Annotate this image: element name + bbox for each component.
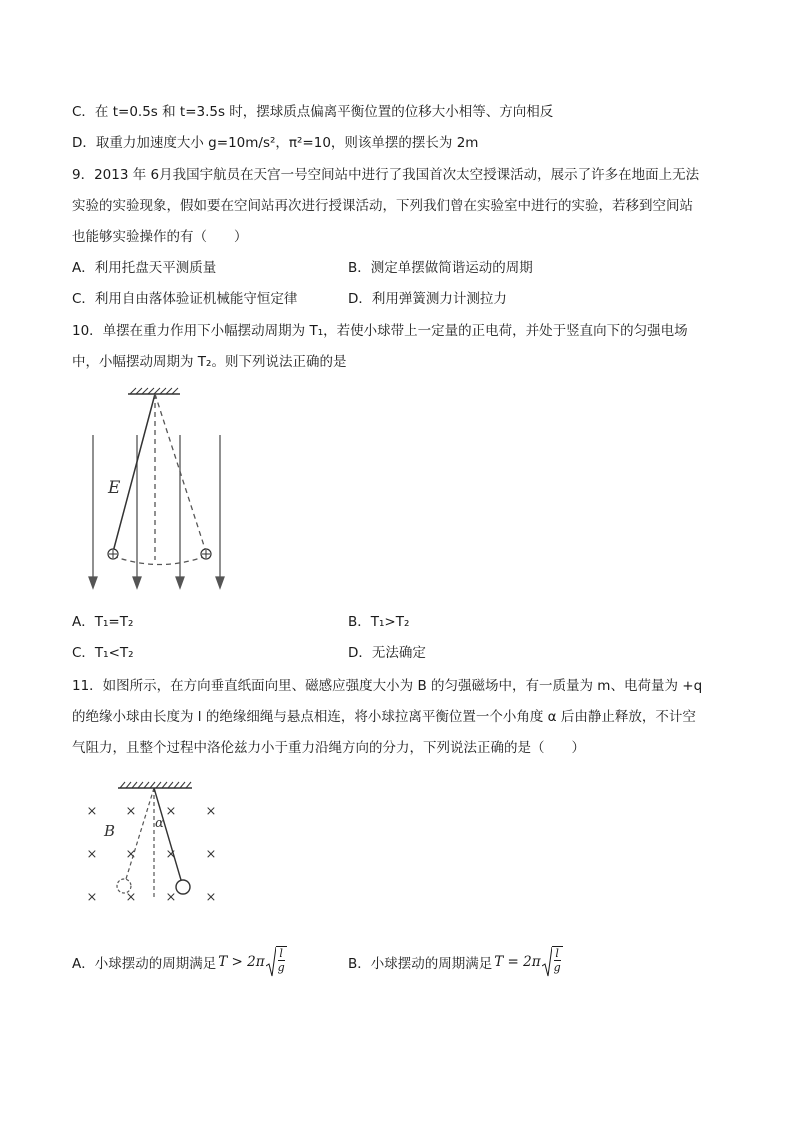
q10-ceiling-hatch — [130, 388, 178, 394]
q10-option-a: A．T₁=T₂ — [72, 614, 134, 630]
q11-field-mark: × — [125, 847, 137, 862]
q11-dashed-string — [126, 788, 154, 879]
q9-option-d: D．利用弹簧测力计测拉力 — [348, 291, 507, 307]
q10-option-d: D．无法确定 — [348, 645, 426, 661]
q11-option-b-formula: T = 2π — [494, 954, 541, 970]
q11-field-label: B — [104, 822, 116, 840]
q10-option-b: B．T₁>T₂ — [348, 614, 410, 630]
q11-field-mark: × — [165, 847, 177, 862]
q11-fraction-numerator: l — [555, 947, 559, 960]
q10-ball-right — [201, 549, 211, 559]
q11-option-a-text: A．小球摆动的周期满足 — [72, 956, 217, 972]
q11-field-marks — [87, 804, 217, 905]
q11-option-a-formula: T > 2π — [218, 954, 265, 970]
q9-stem-line3: 也能够实验操作的有（ ） — [72, 229, 248, 245]
q9-stem-line1: 9．2013 年 6月我国宇航员在天宫一号空间站中进行了我国首次太空授课活动，展示了许多在地面上无法 — [72, 167, 700, 183]
q11-option-b-sqrt — [542, 946, 563, 978]
q11-fraction-denominator: g — [553, 961, 561, 974]
q11-field-mark: × — [125, 890, 137, 905]
q11-stem-line3: 气阻力，且整个过程中洛伦兹力小于重力沿绳方向的分力，下列说法正确的是（ ） — [72, 740, 585, 756]
q11-field-mark: × — [86, 890, 98, 905]
q8-option-c: C．在 t=0.5s 和 t=3.5s 时，摆球质点偏离平衡位置的位移大小相等、方向相反 — [72, 104, 554, 120]
q11-angle-label: α — [155, 816, 164, 831]
q9-stem-line2: 实验的实验现象，假如要在空间站再次进行授课活动，下列我们曾在实验室中进行的实验，若移到空间站 — [72, 198, 693, 214]
q11-field-mark: × — [205, 890, 217, 905]
q11-field-mark: × — [165, 890, 177, 905]
q11-field-mark: × — [165, 804, 177, 819]
q10-swing-arc — [113, 556, 206, 565]
q11-ball — [176, 880, 190, 894]
q10-stem-line2: 中，小幅摆动周期为 T₂。则下列说法正确的是 — [72, 354, 347, 370]
q8-option-d: D．取重力加速度大小 g=10m/s²，π²=10，则该单摆的摆长为 2m — [72, 135, 479, 151]
q11-fraction-numerator: l — [279, 947, 283, 960]
q11-stem-line2: 的绝缘小球由长度为 l 的绝缘细绳与悬点相连，将小球拉离平衡位置一个小角度 α 后由静止释放，不计空 — [72, 709, 696, 725]
q11-ball-dashed — [117, 879, 131, 893]
q10-stem-line1: 10．单摆在重力作用下小幅摆动周期为 T₁，若使小球带上一定量的正电荷，并处于竖直向下的匀强电场 — [72, 323, 688, 339]
q10-field-label: E — [108, 478, 121, 498]
q11-ceiling-hatch — [120, 782, 191, 788]
q11-pendulum-figure — [80, 776, 230, 908]
q11-field-mark: × — [205, 804, 217, 819]
q9-option-c: C．利用自由落体验证机械能守恒定律 — [72, 291, 298, 307]
q10-option-c: C．T₁<T₂ — [72, 645, 134, 661]
q9-option-b: B．测定单摆做简谐运动的周期 — [348, 260, 533, 276]
q11-field-mark: × — [125, 804, 137, 819]
q10-field-lines — [89, 435, 224, 588]
q10-ball-left — [108, 549, 118, 559]
q11-option-a — [72, 942, 287, 982]
q11-field-mark: × — [205, 847, 217, 862]
q11-stem-line1: 11．如图所示，在方向垂直纸面向里、磁感应强度大小为 B 的匀强磁场中，有一质量为 m、电荷量为 +q — [72, 678, 703, 694]
q10-pendulum-figure — [80, 380, 240, 600]
q11-option-b — [348, 942, 563, 982]
q11-option-b-text: B．小球摆动的周期满足 — [348, 956, 493, 972]
q11-field-mark: × — [86, 847, 98, 862]
q10-pendulum-string — [113, 394, 155, 552]
q11-pendulum-string — [154, 788, 181, 880]
q11-option-a-sqrt — [266, 946, 287, 978]
q9-option-a: A．利用托盘天平测质量 — [72, 260, 217, 276]
q11-fraction-denominator: g — [277, 961, 285, 974]
q11-field-mark: × — [86, 804, 98, 819]
